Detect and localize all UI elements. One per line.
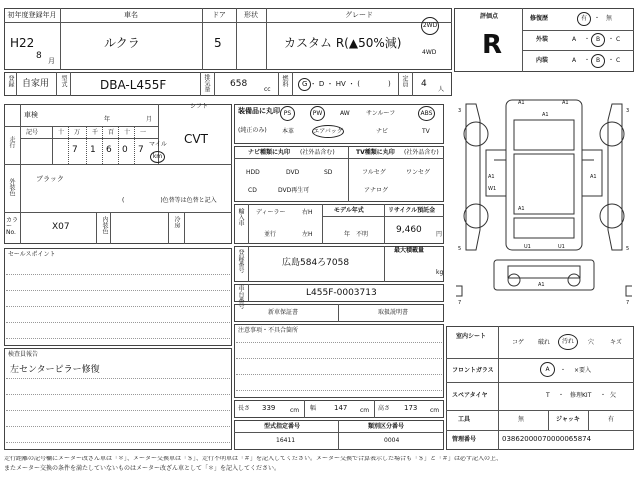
tv-fullseg: フルセグ xyxy=(362,169,386,176)
equip-sunroof: サンルーフ xyxy=(366,110,396,117)
warranty-label: 新車保証書 xyxy=(268,309,299,316)
car-name-value: ルクラ xyxy=(104,36,140,50)
manual-label: 取扱説明書 xyxy=(378,309,409,316)
mileage-unit-3: 千 xyxy=(92,129,99,136)
color-label: 外装色 xyxy=(8,178,15,196)
type-num-value: 16411 xyxy=(276,437,296,444)
wheel-rear-left xyxy=(464,204,488,228)
nav-sd: SD xyxy=(324,169,333,176)
mgmt-value: 03862000070000065874 xyxy=(502,435,592,443)
shift-label: シフト xyxy=(190,103,209,110)
model-year-label: モデル年式 xyxy=(334,207,364,214)
equip-navi: ナビ xyxy=(376,128,389,135)
class-num-value: 0004 xyxy=(384,437,400,444)
tv-oneseg: ワンセグ xyxy=(406,169,431,176)
first-reg-month: 8 xyxy=(36,51,42,61)
car-name-label: 車名 xyxy=(124,11,138,19)
model-value: DBA-L455F xyxy=(100,78,167,92)
equip-ps: PS xyxy=(280,106,295,121)
shift-value: CVT xyxy=(184,132,208,146)
use-value: 自家用 xyxy=(22,79,50,89)
grade-label: グレード xyxy=(345,11,373,19)
spare-none: 欠 xyxy=(610,392,617,399)
inspector-label: 検査員報告 xyxy=(8,351,39,358)
plate-value: 広島584ろ7058 xyxy=(282,258,350,268)
chassis-label: 車台番号 xyxy=(237,285,244,309)
spare-t: T xyxy=(546,392,550,399)
color-note: ( )色替等は色替と記入 xyxy=(122,197,217,204)
num-7-right: 7 xyxy=(626,300,630,306)
repair-dot: ・ xyxy=(594,15,601,22)
mark-u1-2: U1 xyxy=(558,244,565,250)
roof xyxy=(514,154,574,214)
num-3-left: 3 xyxy=(458,108,462,114)
mileage-unit-2: 万 xyxy=(74,129,81,136)
wheel-rear-right xyxy=(600,204,624,228)
plate-label: 登録番号 xyxy=(237,249,244,273)
repair-no: 無 xyxy=(606,15,613,22)
doors-value: 5 xyxy=(214,36,222,50)
drive-2wd-circle: 2WD xyxy=(421,17,439,35)
mgmt-label: 管理番号 xyxy=(452,436,477,443)
num-5-left: 5 xyxy=(458,246,462,252)
tv-analog: アナログ xyxy=(364,187,389,194)
first-reg-month-unit: 月 xyxy=(48,57,55,65)
class-num-label: 類別区分番号 xyxy=(368,423,405,430)
inspection-month: 月 xyxy=(146,116,153,123)
interior-label: 内装 xyxy=(536,57,549,64)
exterior-c: C xyxy=(616,36,621,43)
equip-leather: 本革 xyxy=(282,128,295,135)
mileage-unit-1: 十 xyxy=(58,129,65,136)
jack-value: 有 xyxy=(608,416,615,423)
capacity-label: 定員 xyxy=(401,75,408,87)
sheet-ana: 穴 xyxy=(588,339,595,346)
capacity-value: 4 xyxy=(421,79,427,89)
exterior-label: 外装 xyxy=(536,36,549,43)
sheet-kizu: キズ xyxy=(610,339,622,346)
interior-a: A xyxy=(572,57,577,64)
height-value: 173 xyxy=(404,404,418,412)
mark-a1-4: A1 xyxy=(488,174,495,180)
inspection-label: 車検 xyxy=(24,111,38,119)
mileage-km-circle: km xyxy=(150,151,165,163)
nav-hdd: HDD xyxy=(246,169,260,176)
mileage-digit-3: 6 xyxy=(106,145,112,155)
mileage-label: 走行 xyxy=(8,136,15,148)
interior-c: C xyxy=(616,57,621,64)
mark-w1: W1 xyxy=(488,186,497,192)
inspection-year: 年 xyxy=(104,116,111,123)
equip-subtitle: (純正のみ) xyxy=(238,127,267,134)
equip-abs: ABS xyxy=(418,106,435,121)
max-load-label: 最大積載量 xyxy=(394,247,425,254)
jack-label: ジャッキ xyxy=(556,416,580,423)
tv-note: (社外品含む) xyxy=(404,149,439,156)
drive-4wd: 4WD xyxy=(422,49,437,56)
mark-u1-1: U1 xyxy=(524,244,531,250)
interior-sheet-label: 室内シート xyxy=(456,333,487,340)
recycle-unit: 円 xyxy=(436,231,443,238)
rear-window xyxy=(514,218,574,238)
equip-aw: AW xyxy=(340,110,350,117)
nav-cd: CD xyxy=(248,187,257,194)
import-parallel: 並行 xyxy=(264,231,277,238)
color-value: ブラック xyxy=(36,175,64,183)
interior-dot1: ・ xyxy=(584,57,591,64)
first-reg-year: H22 xyxy=(10,36,35,50)
sheet-yogore: 汚れ xyxy=(558,334,578,350)
capacity-unit: 人 xyxy=(438,86,445,93)
displacement-value: 658 xyxy=(230,79,248,89)
sheet-koge: コゲ xyxy=(512,339,525,346)
coldcar-label: 冷房 xyxy=(173,216,180,228)
windshield-label: フロントガラス xyxy=(452,367,494,374)
equip-airbag: エアバッグ xyxy=(312,125,344,138)
windshield xyxy=(514,120,574,150)
notes-label: 注意事項・不具合箇所 xyxy=(238,327,299,334)
mileage-unit-6: 一 xyxy=(140,129,147,136)
mileage-unit-4: 百 xyxy=(108,129,115,136)
equip-pw: PW xyxy=(310,106,325,121)
import-right: 右H xyxy=(302,209,313,216)
repair-yes: 有 xyxy=(577,12,591,26)
sales-point-label: セールスポイント xyxy=(8,251,56,258)
windshield-dot: ・ xyxy=(560,367,567,374)
type-num-label: 型式指定番号 xyxy=(264,423,301,430)
recycle-value: 9,460 xyxy=(396,225,422,235)
fuel-label: 燃料 xyxy=(281,75,288,87)
nav-dvd-play: DVD再生可 xyxy=(278,187,310,194)
equip-tv: TV xyxy=(422,128,430,135)
color-no-value: X07 xyxy=(52,222,70,232)
tool-label: 工具 xyxy=(458,416,471,423)
mark-a1-3: A1 xyxy=(542,112,549,118)
width-unit: cm xyxy=(360,407,370,414)
mark-a1-1: A1 xyxy=(518,100,525,106)
sheet-yabure: 破れ xyxy=(538,339,551,346)
mark-a1-6: A1 xyxy=(518,206,525,212)
spare-kit: 修理KIT xyxy=(570,392,592,399)
interior-color-label: 内装色 xyxy=(101,216,108,234)
width-label: 幅 xyxy=(310,405,317,412)
height-unit: cm xyxy=(430,407,440,414)
spare-dot1: ・ xyxy=(558,392,565,399)
windshield-replace: ×要入 xyxy=(574,367,592,374)
shape-label: 形状 xyxy=(244,11,258,19)
max-load-unit: kg xyxy=(436,269,444,276)
interior-dot2: ・ xyxy=(608,57,615,64)
repair-label: 修復歴 xyxy=(530,15,549,22)
inspector-text: 左センターピラー修復 xyxy=(10,365,100,375)
import-dealer: ディーラー xyxy=(256,209,286,216)
footer-line-1: 走行距離の記号欄にメーター改ざん車は「＊」、メーター交換車は「＄」、走行不明車は「＃」を記入してください。メーター交換で合算表示した場合も「＄」と「＃」は必ず記入の上、 xyxy=(4,456,503,462)
right-doors xyxy=(582,150,602,196)
recycle-label: リサイクル預託金 xyxy=(388,207,436,214)
import-left: 左H xyxy=(302,231,313,238)
displacement-unit: cc xyxy=(264,86,271,93)
exterior-dot2: ・ xyxy=(608,36,615,43)
num-7-left: 7 xyxy=(458,300,462,306)
nav-title: ナビ種類に丸印 xyxy=(248,149,291,156)
nav-note: (社外品含む) xyxy=(300,149,335,156)
fuel-options: G ・ D ・ HV ・ ( ) xyxy=(302,80,391,88)
use-label: 登録 xyxy=(7,75,14,87)
spare-dot2: ・ xyxy=(600,392,607,399)
wheel-front-left xyxy=(464,122,488,146)
tv-title: TV種類に丸印 xyxy=(356,149,395,156)
mileage-digit-1: 7 xyxy=(72,145,78,155)
mileage-digit-2: 1 xyxy=(90,145,96,155)
mileage-mile: マイル xyxy=(149,141,167,148)
width-value: 147 xyxy=(334,404,348,412)
grade-value: カスタム R(▲50%減) xyxy=(284,36,402,50)
mileage-unit-0: 記号 xyxy=(26,129,39,136)
exterior-a: A xyxy=(572,36,577,43)
footer-line-2: またメーター交換の条件を満たしていないものはメーター改ざん車として「＊」を記入してください。 xyxy=(4,465,281,472)
color-no-label: カラーNo. xyxy=(6,217,19,236)
model-label: 型式 xyxy=(60,75,67,87)
spare-label: スペアタイヤ xyxy=(452,392,488,399)
interior-b: B xyxy=(591,54,605,68)
tool-value: 無 xyxy=(518,416,525,423)
displacement-label: 排気量 xyxy=(203,74,210,92)
windshield-a: A xyxy=(540,362,555,377)
eval-label: 評価点 xyxy=(480,13,499,20)
mileage-digit-5: 7 xyxy=(138,145,144,155)
door-label: ドア xyxy=(212,11,226,19)
mileage-digit-4: 0 xyxy=(122,145,128,155)
exterior-b: B xyxy=(591,33,605,47)
exterior-dot1: ・ xyxy=(584,36,591,43)
mileage-unit-5: 十 xyxy=(124,129,131,136)
length-unit: cm xyxy=(290,407,300,414)
chassis-value: L455F-0003713 xyxy=(306,288,377,298)
first-reg-label: 初年度登録年月 xyxy=(7,11,57,19)
fuel-selected-circle xyxy=(298,78,311,91)
mark-a1-2: A1 xyxy=(562,100,569,106)
length-label: 長さ xyxy=(238,405,251,412)
import-label: 輸入車 xyxy=(237,208,244,226)
top-body xyxy=(506,100,582,250)
length-value: 339 xyxy=(262,404,276,412)
num-5-right: 5 xyxy=(626,246,630,252)
num-3-right: 3 xyxy=(626,108,630,114)
eval-value: R xyxy=(482,30,503,60)
model-year-value: 年 不明 xyxy=(344,231,369,238)
equip-title: 装備品に丸印 xyxy=(238,107,280,115)
height-label: 高さ xyxy=(378,405,391,412)
nav-dvd: DVD xyxy=(286,169,300,176)
mark-a1-7: A1 xyxy=(538,282,545,288)
mark-a1-5: A1 xyxy=(590,174,597,180)
car-damage-diagram xyxy=(454,90,634,320)
wheel-front-right xyxy=(600,122,624,146)
